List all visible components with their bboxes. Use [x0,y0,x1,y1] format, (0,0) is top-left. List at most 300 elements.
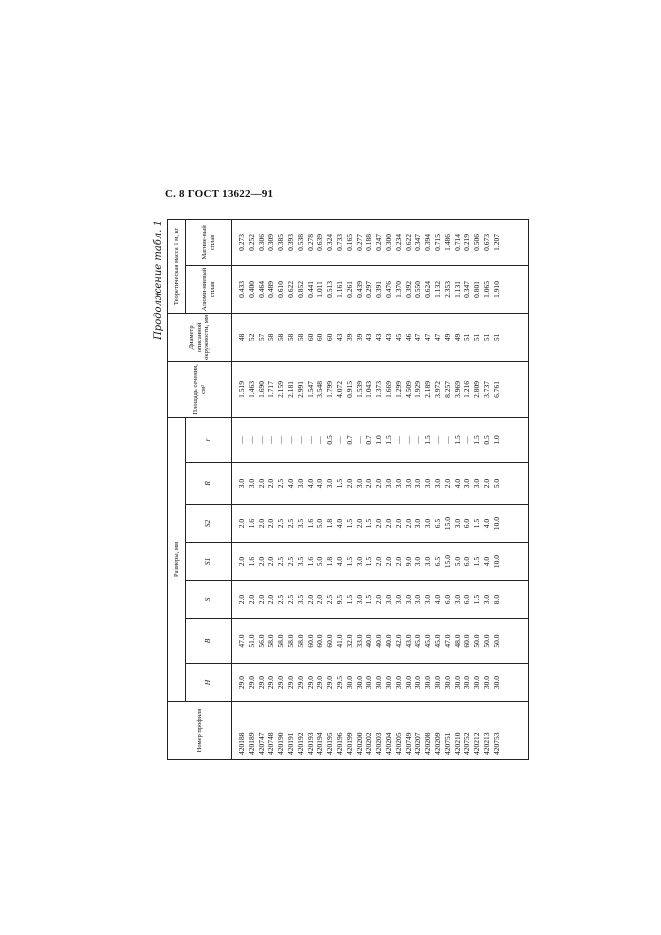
table-cell-r-12: 0.7 [344,435,354,445]
rotated-table-block [153,220,529,760]
table-cell-r-9: 4.0 [315,478,325,489]
table-cell-s-3: 2.0 [256,594,266,605]
table-cell-number-19: 420207 [413,732,423,755]
table-cell-s1-19: 3.0 [413,556,423,567]
table-cell-mg-3: 0.306 [256,233,266,251]
table-cell-number-25: 420212 [472,732,482,755]
table-cell-al-27: 1.910 [491,280,501,298]
table-cell-area-19: 1.929 [413,380,423,398]
table-cell-s-23: 3.0 [452,594,462,605]
table-cell-area-17: 1.299 [393,380,403,398]
header-s: S [186,581,232,619]
table-cell-r-10: 3.0 [325,478,335,489]
table-cell-r-13: 3.0 [354,478,364,489]
table-cell-number-12: 420199 [344,732,354,755]
table-cell-diameter-19: 47 [413,333,423,342]
table-cell-al-11: 1.161 [334,280,344,298]
header-h: H [186,664,232,702]
table-cell-h-22: 30.0 [442,675,452,690]
table-cell-h-21: 30.0 [432,675,442,690]
table-cell-mg-23: 0.714 [452,233,462,251]
table-cell-area-27: 6.761 [491,380,501,398]
table-cell-number-22: 420751 [442,732,452,755]
table-cell-area-23: 3.969 [452,380,462,398]
cell-h [232,664,529,702]
table-cell-al-8: 0.441 [305,280,315,298]
table-cell-s1-6: 2.5 [285,556,295,567]
table-cell-number-14: 420202 [364,732,374,755]
table-cell-r-11: 1.5 [334,478,344,489]
table-cell-b-20: 45.0 [423,634,433,648]
table-cell-s2-25: 1.5 [472,518,482,529]
table-cell-area-3: 1.690 [256,380,266,398]
table-cell-h-15: 30.0 [374,675,384,690]
table-cell-r-8: 4.0 [305,478,315,489]
table-cell-number-4: 420748 [266,732,276,755]
table-cell-h-6: 29.0 [285,675,295,690]
table-cell-s2-9: 5.0 [315,518,325,529]
table-cell-s1-13: 3.0 [354,556,364,567]
table-cell-diameter-27: 51 [491,333,501,342]
table-cell-al-19: 0.550 [413,280,423,298]
table-cell-s2-2: 1.6 [246,518,256,529]
table-cell-area-12: 0.915 [344,380,354,398]
cell-s1 [232,543,529,581]
table-cell-mg-18: 0.622 [403,233,413,251]
table-cell-r-11: — [334,436,344,444]
cell-r-large [232,463,529,505]
table-cell-b-22: 47.0 [442,634,452,648]
table-cell-number-21: 420209 [432,732,442,755]
table-cell-r-6: — [285,436,295,444]
table-cell-mg-25: 0.506 [472,233,482,251]
table-cell-area-14: 1.043 [364,380,374,398]
table-cell-b-3: 56.0 [256,634,266,648]
table-cell-al-9: 1.011 [315,281,325,298]
header-s2: S2 [186,505,232,543]
table-cell-s2-3: 2.0 [256,518,266,529]
table-cell-s1-12: 1.5 [344,556,354,567]
table-cell-s1-20: 3.0 [423,556,433,567]
table-cell-area-9: 3.548 [315,380,325,398]
header-mass: Теоретическая масса 1 м, кг [168,219,186,313]
table-cell-s1-7: 3.5 [295,556,305,567]
table-cell-number-5: 420190 [276,732,286,755]
table-cell-b-11: 41.0 [334,634,344,648]
table-cell-mg-16: 0.300 [383,233,393,251]
table-cell-b-13: 33.0 [354,634,364,648]
table-cell-s2-7: 3.5 [295,518,305,529]
header-aluminum: Алюми-ниевый сплав [186,265,232,313]
table-cell-al-24: 0.347 [462,280,472,298]
table-cell-s-15: 2.0 [374,594,384,605]
table-cell-mg-27: 1.207 [491,233,501,251]
table-cell-s-22: 6.0 [442,594,452,605]
table-continuation-label: Продолжение табл. 1 [153,220,164,340]
table-cell-al-2: 0.400 [246,280,256,298]
table-cell-s1-21: 6.5 [432,556,442,567]
table-cell-area-22: 8.257 [442,380,452,398]
profile-table [167,219,529,760]
table-cell-s-27: 8.0 [491,594,501,605]
column-number [237,702,502,759]
table-cell-s-7: 3.5 [295,594,305,605]
table-cell-s-12: 1.5 [344,594,354,605]
table-cell-r-27: 5.0 [491,478,501,489]
table-cell-area-13: 1.539 [354,380,364,398]
table-cell-al-3: 0.464 [256,280,266,298]
table-cell-r-23: 1.5 [452,435,462,445]
column-h [237,664,502,701]
table-cell-number-7: 420192 [295,732,305,755]
table-cell-h-3: 29.0 [256,675,266,690]
table-cell-r-24: — [462,436,472,444]
table-cell-b-19: 45.0 [413,634,423,648]
table-cell-r-15: 1.0 [374,435,384,445]
table-cell-diameter-22: 49 [442,333,452,342]
table-cell-s1-27: 10.0 [491,554,501,569]
table-cell-mg-7: 0.538 [295,233,305,251]
table-cell-h-5: 29.0 [276,675,286,690]
table-cell-number-17: 420205 [393,732,403,755]
table-cell-s-20: 3.0 [423,594,433,605]
table-cell-s1-22: 15.0 [442,554,452,569]
header-diameter: Диаметр описанной окружности, мм [168,313,232,361]
table-cell-al-17: 1.370 [393,280,403,298]
table-cell-area-21: 3.972 [432,380,442,398]
table-cell-diameter-23: 49 [452,333,462,342]
table-cell-r-7: — [295,436,305,444]
table-cell-al-23: 1.131 [452,280,462,298]
table-cell-diameter-3: 57 [256,333,266,342]
table-cell-s2-26: 4.0 [481,518,491,529]
table-cell-b-17: 42.0 [393,634,403,648]
table-cell-h-24: 30.0 [462,675,472,690]
table-cell-s1-24: 6.0 [462,556,472,567]
table-cell-al-7: 0.852 [295,280,305,298]
table-cell-mg-15: 0.247 [374,233,384,251]
table-cell-diameter-12: 39 [344,333,354,342]
table-cell-number-8: 420193 [305,732,315,755]
table-cell-diameter-7: 58 [295,333,305,342]
table-cell-b-6: 58.0 [285,634,295,648]
table-cell-h-23: 30.0 [452,675,462,690]
table-cell-r-9: — [315,436,325,444]
table-cell-b-25: 50.0 [472,634,482,648]
table-cell-al-18: 0.392 [403,280,413,298]
table-cell-number-10: 420195 [325,732,335,755]
table-cell-area-16: 1.669 [383,380,393,398]
table-cell-h-16: 30.0 [383,675,393,690]
table-cell-s-13: 3.0 [354,594,364,605]
table-cell-s2-13: 2.0 [354,518,364,529]
table-cell-s2-19: 3.0 [413,518,423,529]
table-cell-h-27: 30.0 [491,675,501,690]
table-cell-area-2: 1.463 [246,380,256,398]
column-s1 [237,543,502,580]
table-cell-h-8: 29.0 [305,675,315,690]
table-cell-b-1: 47.0 [237,634,246,648]
table-cell-number-20: 420208 [423,732,433,755]
table-cell-area-7: 2.991 [295,380,305,398]
table-cell-b-23: 48.0 [452,634,462,648]
table-cell-r-14: 2.0 [364,478,374,489]
table-cell-number-13: 420200 [354,732,364,755]
table-cell-r-15: 2.0 [374,478,384,489]
table-cell-al-21: 1.132 [432,280,442,298]
header-r-small: r [186,417,232,462]
cell-magnesium [232,219,529,265]
table-cell-al-12: 0.261 [344,280,354,298]
table-cell-h-10: 29.0 [325,675,335,690]
table-cell-area-8: 1.547 [305,380,315,398]
table-cell-mg-12: 0.165 [344,233,354,251]
table-cell-s2-23: 3.0 [452,518,462,529]
table-cell-al-15: 0.391 [374,280,384,298]
table-cell-s1-4: 2.0 [266,556,276,567]
table-cell-number-16: 420204 [383,732,393,755]
cell-area [232,361,529,417]
header-s1: S1 [186,543,232,581]
table-cell-s-5: 2.5 [276,594,286,605]
table-cell-s-19: 3.0 [413,594,423,605]
table-cell-b-4: 58.0 [266,634,276,648]
table-cell-r-17: — [393,436,403,444]
table-cell-s1-1: 2.0 [237,556,246,567]
table-cell-h-26: 30.0 [481,675,491,690]
header-magnesium: Магние-вый сплав [186,219,232,265]
table-cell-r-25: 1.5 [472,435,482,445]
table-cell-number-11: 420196 [334,732,344,755]
table-cell-s-8: 2.0 [305,594,315,605]
table-cell-b-27: 50.0 [491,634,501,648]
table-cell-mg-21: 0.715 [432,233,442,251]
table-cell-r-17: 3.0 [393,478,403,489]
column-s [237,581,502,618]
table-cell-mg-10: 0.324 [325,233,335,251]
table-cell-r-3: — [256,436,266,444]
table-cell-s-6: 2.5 [285,594,295,605]
table-cell-s2-4: 2.0 [266,518,276,529]
table-cell-b-18: 43.0 [403,634,413,648]
table-cell-mg-1: 0.273 [237,233,246,251]
table-cell-s1-15: 2.0 [374,556,384,567]
table-cell-h-12: 30.0 [344,675,354,690]
header-number: Номер профиля [168,702,232,760]
table-cell-r-23: 4.0 [452,478,462,489]
cell-b [232,619,529,664]
table-cell-s-26: 3.0 [481,594,491,605]
page-header: С. 8 ГОСТ 13622—91 [165,188,274,200]
table-cell-r-22: — [442,436,452,444]
table-cell-number-26: 420213 [481,732,491,755]
header-dimensions: Размеры, мм [168,417,186,701]
table-cell-s-2: 2.0 [246,594,256,605]
table-cell-diameter-21: 47 [432,333,442,342]
table-cell-h-11: 29.5 [334,675,344,690]
table-cell-al-16: 0.476 [383,280,393,298]
table-cell-s-17: 3.0 [393,594,403,605]
table-cell-mg-20: 0.394 [423,233,433,251]
table-cell-area-20: 2.189 [423,380,433,398]
header-r-large: R [186,463,232,505]
table-cell-number-1: 420188 [237,732,246,755]
table-cell-r-12: 2.0 [344,478,354,489]
table-cell-area-4: 1.717 [266,380,276,398]
table-cell-h-4: 29.0 [266,675,276,690]
table-cell-s-1: 2.0 [237,594,246,605]
table-cell-s2-18: 2.0 [403,518,413,529]
table-cell-s-21: 4.0 [432,594,442,605]
table-cell-mg-19: 0.347 [413,233,423,251]
table-cell-mg-13: 0.277 [354,233,364,251]
table-cell-diameter-10: 60 [325,333,335,342]
table-cell-s2-22: 15.0 [442,516,452,531]
table-cell-diameter-18: 46 [403,333,413,342]
table-cell-r-19: — [413,436,423,444]
table-cell-s2-15: 2.0 [374,518,384,529]
table-cell-s-24: 6.0 [462,594,472,605]
table-cell-r-1: 3.0 [237,478,246,489]
table-cell-al-22: 2.353 [442,280,452,298]
table-cell-diameter-11: 43 [334,333,344,342]
table-cell-b-14: 40.0 [364,634,374,648]
table-cell-r-4: — [266,436,276,444]
table-cell-mg-26: 0.673 [481,233,491,251]
table-cell-h-19: 30.0 [413,675,423,690]
table-cell-number-23: 420210 [452,732,462,755]
table-cell-al-4: 0.489 [266,280,276,298]
cell-s [232,581,529,619]
table-cell-h-14: 30.0 [364,675,374,690]
table-cell-area-25: 2.809 [472,380,482,398]
table-cell-r-20: 1.5 [423,435,433,445]
table-cell-h-2: 29.0 [246,675,256,690]
table-cell-al-6: 0.622 [285,280,295,298]
table-cell-h-17: 30.0 [393,675,403,690]
table-cell-r-20: 3.0 [423,478,433,489]
cell-s2 [232,505,529,543]
table-cell-mg-22: 1.486 [442,233,452,251]
table-cell-s1-5: 2.5 [276,556,286,567]
table-cell-number-6: 420191 [285,732,295,755]
table-cell-diameter-20: 47 [423,333,433,342]
table-cell-diameter-25: 51 [472,333,482,342]
table-cell-s1-2: 1.6 [246,556,256,567]
table-cell-b-10: 60.0 [325,634,335,648]
table-cell-s-9: 2.0 [315,594,325,605]
table-cell-r-10: 0.5 [325,435,335,445]
table-cell-s1-16: 2.0 [383,556,393,567]
table-cell-r-16: 1.5 [383,435,393,445]
table-cell-al-14: 0.297 [364,280,374,298]
table-cell-r-27: 1.0 [491,435,501,445]
table-cell-r-5: 2.5 [276,478,286,489]
table-cell-number-15: 420203 [374,732,384,755]
table-cell-b-16: 40.0 [383,634,393,648]
table-cell-s1-11: 4.0 [334,556,344,567]
table-cell-number-2: 420189 [246,732,256,755]
table-cell-b-12: 32.0 [344,634,354,648]
table-cell-r-6: 4.0 [285,478,295,489]
table-cell-area-5: 2.159 [276,380,286,398]
table-cell-h-9: 29.0 [315,675,325,690]
column-r-small [237,418,502,462]
table-cell-diameter-5: 58 [276,333,286,342]
table-cell-diameter-17: 45 [393,333,403,342]
table-cell-number-27: 420753 [491,732,501,755]
table-cell-mg-17: 0.234 [393,233,403,251]
table-cell-s2-14: 1.5 [364,518,374,529]
table-cell-area-15: 1.373 [374,380,384,398]
cell-aluminum [232,265,529,313]
table-cell-b-9: 60.0 [315,634,325,648]
table-cell-r-22: 2.0 [442,478,452,489]
table-cell-mg-8: 0.278 [305,233,315,251]
table-cell-s2-12: 1.5 [344,518,354,529]
table-cell-s2-20: 3.0 [423,518,433,529]
table-cell-area-1: 1.519 [237,380,246,398]
table-cell-s-11: 9.5 [334,594,344,605]
column-magnesium [237,220,502,265]
table-cell-s-16: 3.0 [383,594,393,605]
table-cell-b-21: 45.0 [432,634,442,648]
cell-number [232,702,529,760]
table-cell-diameter-26: 51 [481,333,491,342]
table-cell-r-1: — [237,436,246,444]
table-cell-diameter-13: 39 [354,333,364,342]
table-cell-mg-24: 0.219 [462,233,472,251]
table-cell-r-3: 2.0 [256,478,266,489]
table-cell-mg-2: 0.252 [246,233,256,251]
table-cell-s-10: 2.5 [325,594,335,605]
table-cell-s-25: 1.5 [472,594,482,605]
table-cell-s-14: 1.5 [364,594,374,605]
table-cell-r-26: 0.5 [481,435,491,445]
table-cell-mg-4: 0.309 [266,233,276,251]
table-cell-s1-14: 1.5 [364,556,374,567]
table-cell-h-18: 30.0 [403,675,413,690]
table-cell-s-18: 3.0 [403,594,413,605]
table-cell-mg-14: 0.188 [364,233,374,251]
table-cell-s1-3: 2.0 [256,556,266,567]
table-cell-number-18: 420749 [403,732,413,755]
table-cell-s1-25: 1.5 [472,556,482,567]
table-cell-diameter-9: 60 [315,333,325,342]
table-cell-s1-9: 5.0 [315,556,325,567]
column-diameter [237,314,502,361]
column-r-large [237,463,502,504]
table-cell-number-24: 420752 [462,732,472,755]
table-cell-s2-5: 2.5 [276,518,286,529]
cell-diameter [232,313,529,361]
table-cell-diameter-1: 48 [237,333,246,342]
table-cell-s1-10: 1.8 [325,556,335,567]
table-cell-al-1: 0.433 [237,280,246,298]
table-cell-diameter-16: 43 [383,333,393,342]
table-cell-area-10: 1.799 [325,380,335,398]
table-cell-h-25: 30.0 [472,675,482,690]
table-cell-area-11: 4.072 [334,380,344,398]
table-cell-h-7: 29.0 [295,675,305,690]
table-cell-r-8: — [305,436,315,444]
table-cell-al-20: 0.624 [423,280,433,298]
table-cell-r-24: 3.0 [462,478,472,489]
table-cell-b-7: 58.0 [295,634,305,648]
table-cell-s2-17: 2.0 [393,518,403,529]
table-cell-h-20: 30.0 [423,675,433,690]
table-cell-s2-27: 10.0 [491,516,501,531]
